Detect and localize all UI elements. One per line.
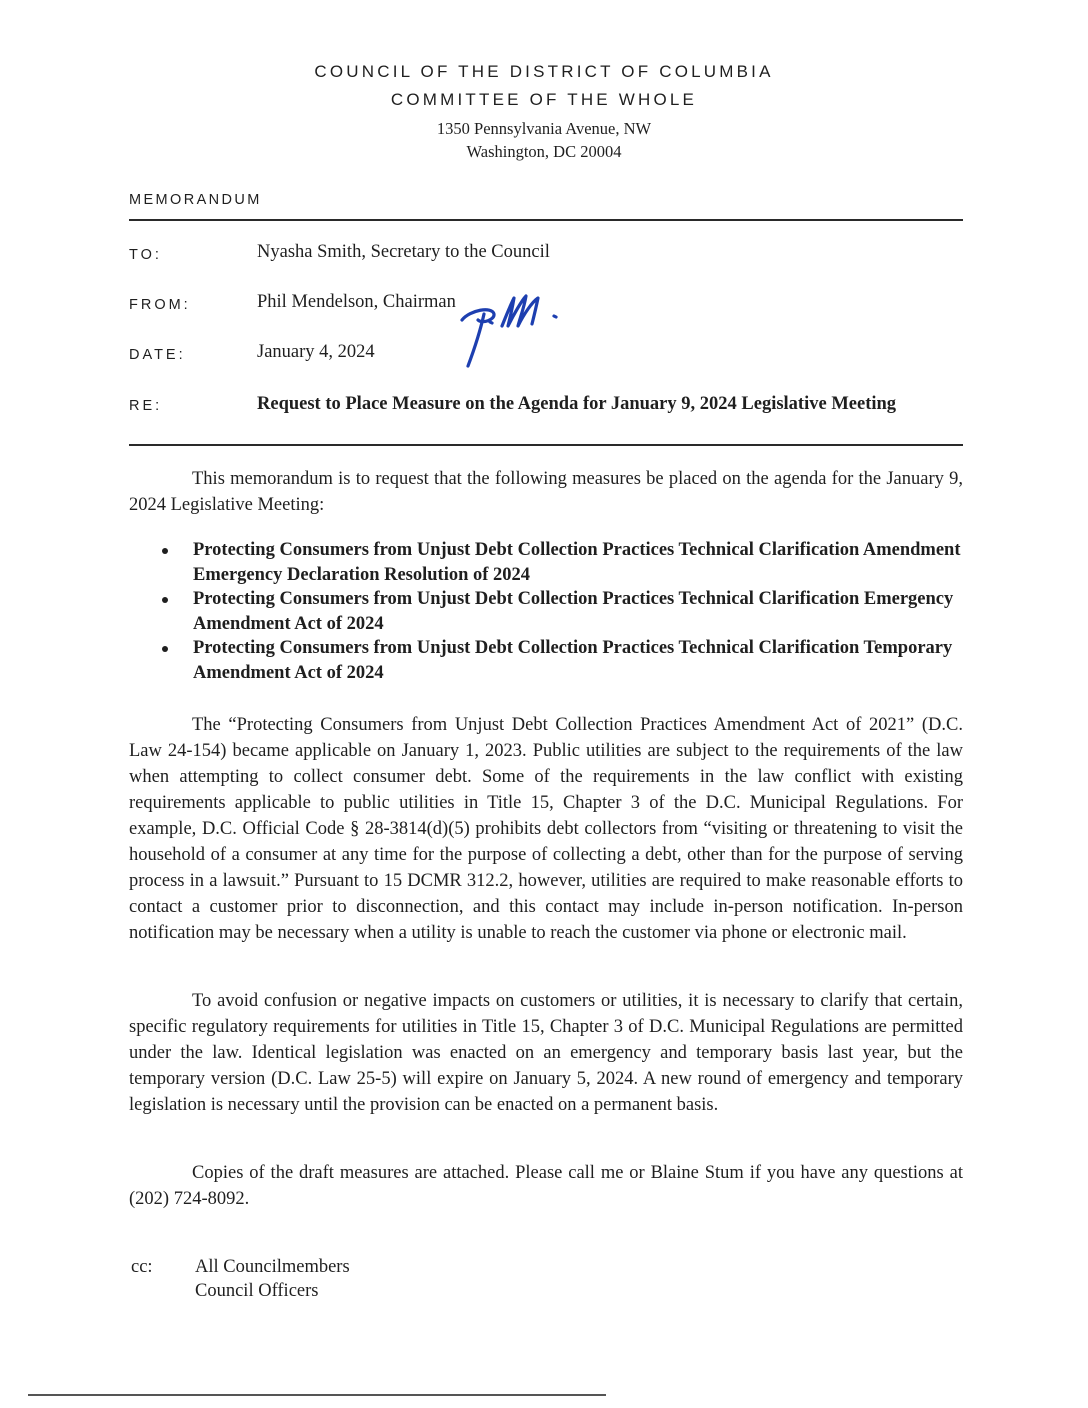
to-value: Nyasha Smith, Secretary to the Council [257,242,550,262]
cc-recipient: All Councilmembers [195,1257,350,1277]
bullet-icon [162,548,168,554]
letterhead-street-address: 1350 Pennsylvania Avenue, NW [436,119,652,138]
re-label: RE: [129,398,163,414]
date-label: DATE: [129,347,186,363]
header-divider-bottom [129,444,963,446]
bullet-icon [162,646,168,652]
measure-title: Protecting Consumers from Unjust Debt Collection Practices Technical Clarification Emergency Amendment Act of 2024 [193,589,954,634]
date-value: January 4, 2024 [257,342,375,362]
letterhead-city-address: Washington, DC 20004 [466,142,622,161]
letterhead-council-name: COUNCIL OF THE DISTRICT OF COLUMBIA [314,62,774,81]
re-subject: Request to Place Measure on the Agenda for January 9, 2024 Legislative Meeting [257,394,897,414]
intro-paragraph: This memorandum is to request that the following measures be placed on the agenda for the January 9, 2024 Legislative Meeting: [129,469,963,515]
header-divider-top [129,219,963,221]
to-label: TO: [129,247,162,263]
from-value: Phil Mendelson, Chairman [257,292,456,312]
measure-item [193,538,963,587]
measure-item [193,587,963,636]
measure-title: Protecting Consumers from Unjust Debt Collection Practices Technical Clarification Amendment Emergency Declaration Resolution of 2024 [193,540,961,585]
measure-title: Protecting Consumers from Unjust Debt Collection Practices Technical Clarification Temporary Amendment Act of 2024 [193,638,953,683]
memorandum-heading: MEMORANDUM [129,192,262,208]
background-paragraph: The “Protecting Consumers from Unjust Debt Collection Practices Amendment Act of 2021” (D.C. Law 24-154) became applicable on January 1, 2023. Public utilities are subject to the requirements of the law when attempting to collect consumer debt. Some of the requirements in the law conflict with existing requirements applicable to public utilities in Title 15, Chapter 3 of the D.C. Municipal Regulations. For example, D.C. Official Code § 28-3814(d)(5) prohibits debt collectors from “visiting or threatening to visit the household of a consumer at any time for the purpose of collecting a debt, other than for the purpose of serving process in a lawsuit.” Pursuant to 15 DCMR 312.2, however, utilities are required to make reasonable efforts to contact a customer prior to disconnection, and this contact may include in-person notification. In-person notification may be necessary when a utility is unable to reach the customer via phone or electronic mail. [129,715,963,943]
measures-list [193,538,963,685]
signature-icon [440,284,580,374]
contact-paragraph: Copies of the draft measures are attached. Please call me or Blaine Stum if you have any questions at (202) 724-8092. [129,1163,963,1209]
clarification-paragraph: To avoid confusion or negative impacts on customers or utilities, it is necessary to clarify that certain, specific regulatory requirements for utilities in Title 15, Chapter 3 of D.C. Municipal Regulations are permitted under the law. Identical legislation was enacted on an emergency and temporary basis last year, but the temporary version (D.C. Law 25-5) will expire on January 5, 2024. A new round of emergency and temporary legislation is necessary until the provision can be enacted on a permanent basis. [129,991,963,1115]
bullet-icon [162,597,168,603]
measure-item [193,636,963,685]
footer-divider [28,1394,606,1396]
cc-recipient: Council Officers [195,1281,319,1301]
letterhead-committee-name: COMMITTEE OF THE WHOLE [390,90,698,109]
cc-label: cc: [131,1257,153,1277]
from-label: FROM: [129,297,191,313]
